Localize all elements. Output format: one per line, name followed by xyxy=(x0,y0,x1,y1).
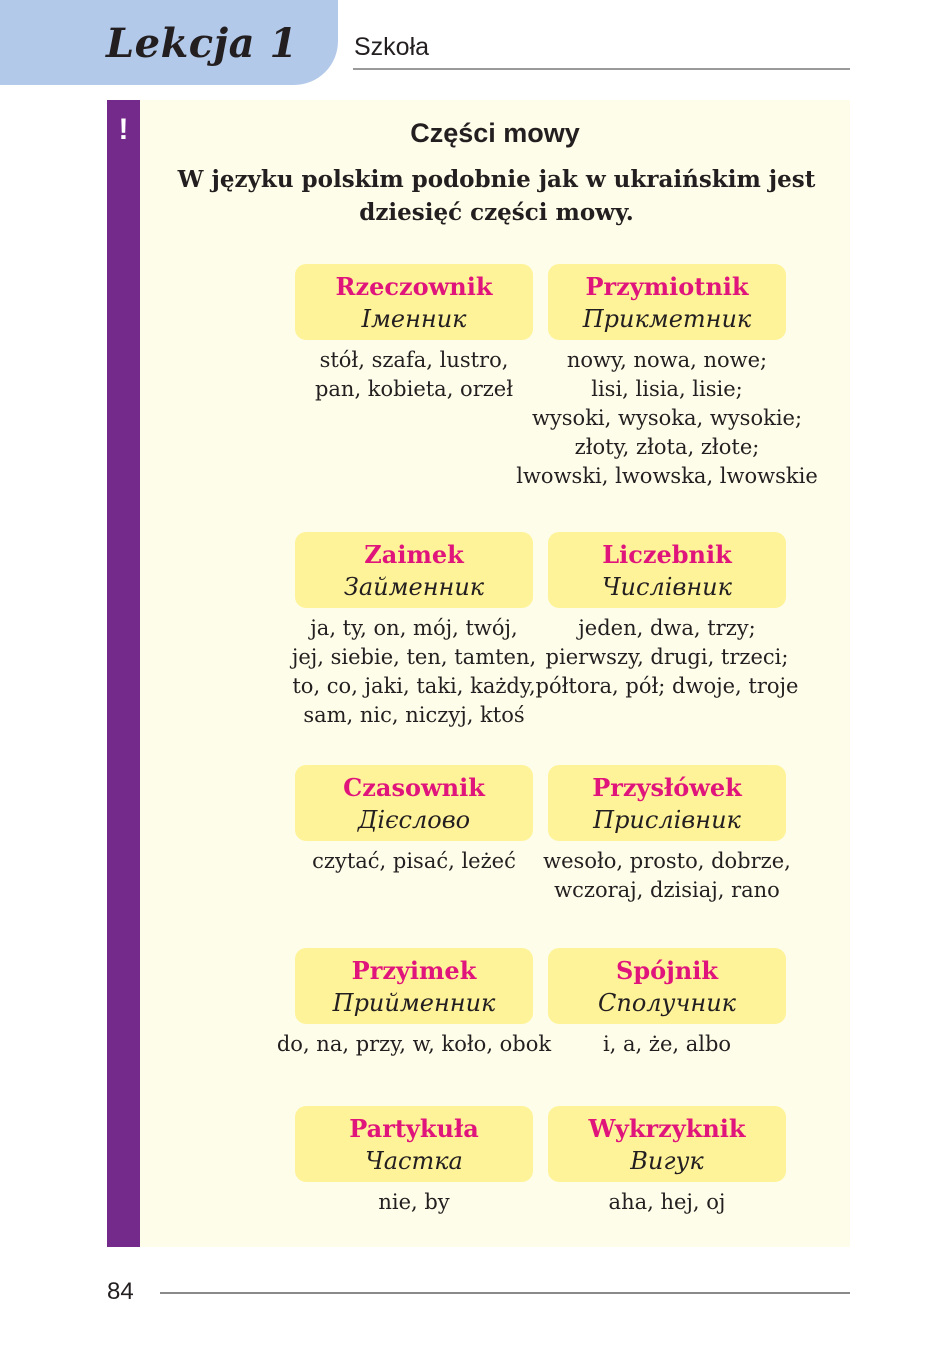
header-divider xyxy=(353,68,850,70)
examples: wesoło, prosto, dobrze, wczoraj, dzisiaj, rano xyxy=(543,849,791,902)
box-intro: W języku polskim podobnie jak w ukraińskim jest dziesięć części mowy. xyxy=(177,166,816,226)
polish-term: Czasownik xyxy=(343,773,485,802)
part-of-speech-numeral xyxy=(507,532,827,701)
box-title: Części mowy xyxy=(410,118,580,148)
examples: stół, szafa, lustro, pan, kobieta, orzeł xyxy=(314,348,514,401)
ukrainian-term: Дієслово xyxy=(357,806,471,834)
ukrainian-term: Числівник xyxy=(602,573,732,601)
polish-term: Przymiotnik xyxy=(585,272,749,301)
part-of-speech-interjection xyxy=(507,1106,827,1217)
part-label xyxy=(295,765,533,841)
polish-term: Przyimek xyxy=(351,956,477,985)
examples: nowy, nowa, nowe; lisi, lisia, lisie; wysoki, wysoka, wysokie; złoty, złota, złote; lwowski, lwowska, lwowskie xyxy=(516,348,818,488)
examples: ja, ty, on, mój, twój, jej, siebie, ten, tamten, to, co, jaki, taki, każdy, sam, nic, niczyj, ktoś xyxy=(291,616,537,727)
ukrainian-term: Вигук xyxy=(630,1147,704,1175)
section-name: Szkoła xyxy=(354,33,430,61)
polish-term: Spójnik xyxy=(616,956,718,985)
part-of-speech-adjective xyxy=(507,264,827,491)
footer-divider xyxy=(160,1292,850,1294)
ukrainian-term: Сполучник xyxy=(598,989,736,1017)
ukrainian-term: Займенник xyxy=(343,573,485,601)
ukrainian-term: Прийменник xyxy=(332,989,496,1017)
polish-term: Zaimek xyxy=(364,540,464,569)
part-label xyxy=(548,264,786,340)
examples: i, a, że, albo xyxy=(602,1032,732,1056)
ukrainian-term: Частка xyxy=(365,1147,463,1175)
ukrainian-term: Прислівник xyxy=(593,806,741,834)
part-label xyxy=(548,1106,786,1182)
part-label xyxy=(295,264,533,340)
examples: nie, by xyxy=(378,1190,450,1214)
page-number: 84 xyxy=(107,1278,134,1305)
part-label xyxy=(548,765,786,841)
examples: czytać, pisać, leżeć xyxy=(312,849,516,873)
polish-term: Liczebnik xyxy=(602,540,732,569)
part-label xyxy=(548,948,786,1024)
examples: do, na, przy, w, koło, obok xyxy=(276,1032,552,1056)
examples: jeden, dwa, trzy; pierwszy, drugi, trzeci; półtora, pół; dwoje, troje xyxy=(535,616,799,698)
exclamation-icon: ! xyxy=(118,113,129,146)
lesson-header-tab xyxy=(0,0,338,85)
part-label xyxy=(295,532,533,608)
polish-term: Partykuła xyxy=(349,1114,479,1143)
part-of-speech-adverb xyxy=(507,765,827,905)
ukrainian-term: Іменник xyxy=(361,305,467,333)
grammar-info-box xyxy=(107,100,850,1247)
part-label xyxy=(295,948,533,1024)
part-label xyxy=(295,1106,533,1182)
part-label xyxy=(548,532,786,608)
polish-term: Wykrzyknik xyxy=(588,1114,746,1143)
part-of-speech-conjunction xyxy=(507,948,827,1059)
lesson-title: Lekcja 1 xyxy=(106,20,298,67)
polish-term: Przysłówek xyxy=(592,773,742,802)
ukrainian-term: Прикметник xyxy=(582,305,752,333)
polish-term: Rzeczownik xyxy=(335,272,493,301)
examples: aha, hej, oj xyxy=(608,1190,726,1214)
info-side-bar xyxy=(107,100,140,1247)
